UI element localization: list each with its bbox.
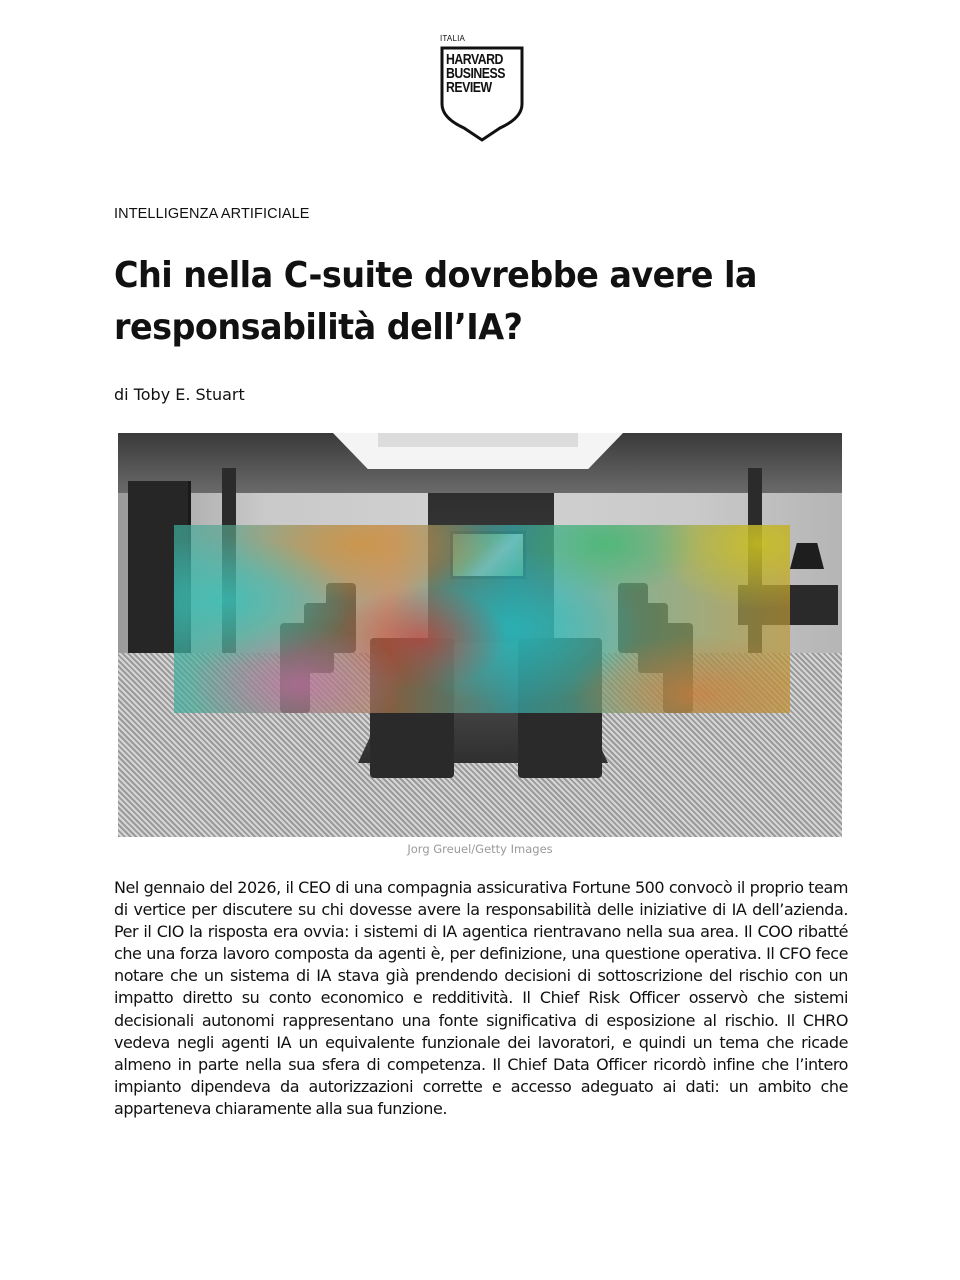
- logo-line-1: HARVARD: [446, 51, 503, 68]
- hbr-italia-logo: [440, 34, 524, 144]
- image-overlay-shade: [174, 525, 790, 713]
- article-byline: di Toby E. Stuart: [114, 385, 245, 404]
- logo-brand-text: [446, 53, 507, 95]
- logo-region-label: ITALIA: [440, 34, 466, 43]
- hero-image: [118, 433, 842, 837]
- logo-line-3: REVIEW: [446, 79, 492, 96]
- section-label: INTELLIGENZA ARTIFICIALE: [114, 206, 310, 222]
- article-title: Chi nella C-suite dovrebbe avere la responsabilità dell’IA?: [114, 255, 757, 348]
- image-ceiling-light-inner: [378, 433, 578, 447]
- image-caption: Jorg Greuel/Getty Images: [407, 842, 553, 856]
- logo-line-2: BUSINESS: [446, 65, 505, 82]
- article-body-paragraph: Nel gennaio del 2026, il CEO di una compagnia assicurativa Fortune 500 convocò il proprio team di vertice per discutere su chi dovesse avere la responsabilità delle iniziative di IA dell’azienda. Per il CIO la risposta era ovvia: i sistemi di IA agentica rientravano nella sua area. Il COO ribatté che una forza lavoro composta da agenti è, per definizione, una questione operativa. Il CFO fece notare che un sistema di IA stava già prendendo decisioni di sottoscrizione del rischio con un impatto diretto su conto economico e redditività. Il Chief Risk Officer osservò che sistemi decisionali autonomi rappresentano una fonte significativa di esposizione al rischio. Il CHRO vedeva negli agenti IA un equivalente funzionale dei lavoratori, e quindi un tema che ricade almeno in parte nella sua sfera di competenza. Il Chief Data Officer ricordò infine che l’intero impianto dipendeva da autorizzazioni corrette e accesso adeguato ai dati: un ambito che apparteneva chiaramente alla sua funzione.: [114, 878, 848, 1118]
